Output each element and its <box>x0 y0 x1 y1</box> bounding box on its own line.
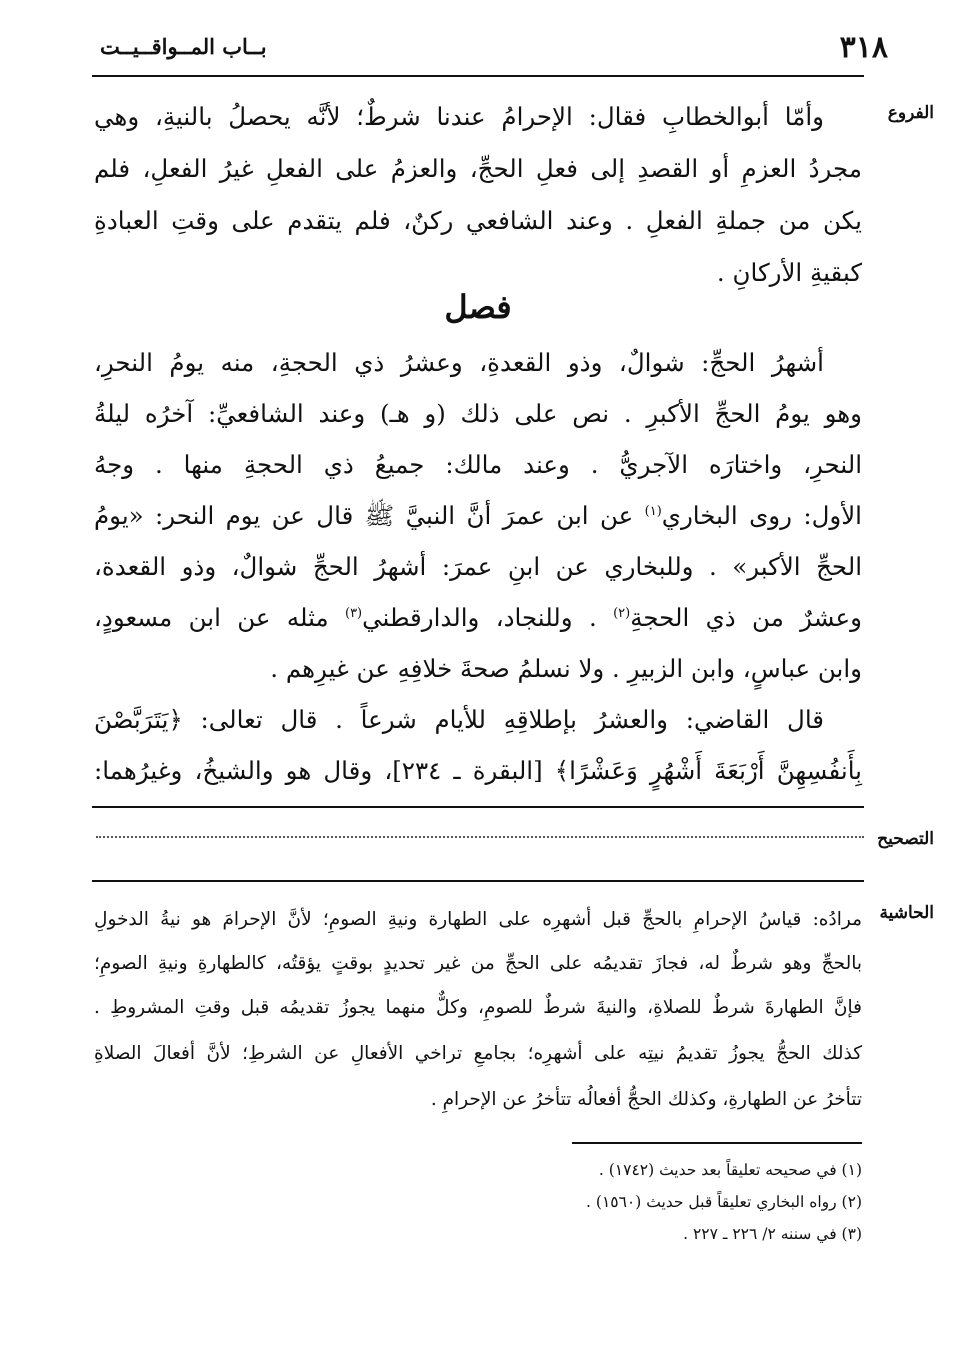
main-text-line: يكن من جملةِ الفعلِ . وعند الشافعي ركنٌ، فلم يتقدم على وقتِ العبادةِ <box>94 206 862 235</box>
main-text-line: وابن عباسٍ، وابن الزبيرِ . ولا نسلمُ صحةَ خلافِهِ عن غيرِهم . <box>270 654 862 683</box>
page-number: ٣١٨ <box>839 30 888 65</box>
main-text-end-rule <box>92 806 864 808</box>
main-text-segment: عن ابن عمرَ أنَّ النبيَّ ﷺ قال عن يوم النحر: «يومُ <box>94 501 645 530</box>
margin-label-tashih: التصحيح <box>877 829 934 849</box>
main-text-line: وهو يومُ الحجِّ الأكبرِ . نص على ذلك (و هـ) وعند الشافعيِّ: آخرُه ليلةُ <box>94 399 862 428</box>
footnote-2: (٢) رواه البخاري تعليقاً قبل حديث (١٥٦٠) . <box>586 1193 862 1211</box>
section-heading: فصل <box>444 288 512 326</box>
main-text-line <box>94 489 862 543</box>
hashiya-line: كذلك الحجُّ يجوزُ تقديمُ نيتِه على أشهرِه؛ بجامعِ تراخي الأفعالِ عن الشرطِ؛ لأنَّ أفعالَ الصلاةِ <box>94 1043 862 1064</box>
tashih-dotted-line <box>96 836 864 838</box>
header-rule <box>92 75 864 77</box>
footnote-ref-1[interactable]: (١) <box>644 503 662 519</box>
footnote-ref-2[interactable]: (٢) <box>613 605 631 621</box>
footnote-rule <box>572 1142 862 1144</box>
hashiya-top-rule <box>92 880 864 882</box>
margin-label-furu: الفروع <box>887 103 934 123</box>
footnote-3: (٣) في سننه ٢/ ٢٢٦ ـ ٢٢٧ . <box>683 1225 862 1243</box>
main-text-line: مجردُ العزمِ أو القصدِ إلى فعلِ الحجِّ، والعزمُ على الفعلِ غيرُ الفعلِ، فلم <box>94 154 862 183</box>
footnote-1: (١) في صحيحه تعليقاً بعد حديث (١٧٤٢) . <box>598 1161 862 1179</box>
main-text-segment: . وللنجاد، والدارقطني <box>362 603 614 632</box>
main-text-line: وأمّا أبوالخطابِ فقال: الإحرامُ عندنا شرطٌ؛ لأنَّه يحصلُ بالنيةِ، وهي <box>94 102 824 131</box>
margin-label-hashiya: الحاشية <box>879 903 934 923</box>
running-title: بــاب المــواقــيــت <box>100 34 267 59</box>
main-text-line: بِأَنفُسِهِنَّ أَرْبَعَةَ أَشْهُرٍ وَعَشْرًا﴾ [البقرة ـ ٢٣٤]، وقال هو والشيخُ، وغيرُهما: <box>94 756 862 785</box>
main-text-line: النحرِ، واختارَه الآجريُّ . وعند مالك: جميعُ ذي الحجةِ منها . وجهُ <box>94 450 862 479</box>
main-text-line: الحجِّ الأكبر» . وللبخاري عن ابنِ عمرَ: أشهرُ الحجِّ شوالٌ، وذو القعدة، <box>94 552 862 581</box>
main-text-segment: وعشرٌ من ذي الحجةِ <box>630 603 863 632</box>
main-text-segment: الأول: روى البخاري <box>661 501 862 530</box>
main-text-line: كبقيةِ الأركانِ . <box>716 258 862 287</box>
main-text-line <box>94 591 862 645</box>
hashiya-line: مرادُه: قياسُ الإحرامِ بالحجِّ قبل أشهرِه على الطهارة ونيةِ الصومِ؛ لأنَّ الإحرامَ هو نيةُ الدخولِ <box>94 909 862 930</box>
main-text-line: قال القاضي: والعشرُ بإطلاقِهِ للأيام شرعاً . قال تعالى: ﴿يَتَرَبَّصْنَ <box>94 705 824 734</box>
hashiya-line: بالحجِّ وهو شرطٌ له، فجازَ تقديمُه على الحجِّ من غير تحديدٍ بوقتٍ يؤقتُه، كالطهارةِ ونيةِ الصومِ؛ <box>94 953 862 974</box>
hashiya-line: فإنَّ الطهارةَ شرطٌ للصلاةِ، والنيةَ شرطٌ للصومِ، وكلٌّ منهما يجوزُ تقديمُه قبل وقتِ المشروطِ . <box>94 997 862 1018</box>
main-text-segment: مثله عن ابن مسعودٍ، <box>94 603 345 632</box>
footnote-ref-3[interactable]: (٣) <box>344 605 363 621</box>
hashiya-line: تتأخرُ عن الطهارةِ، وكذلك الحجُّ أفعالُه تتأخرُ عن الإحرامِ . <box>430 1089 862 1110</box>
main-text-line: أشهرُ الحجِّ: شوالٌ، وذو القعدةِ، وعشرُ ذي الحجةِ، منه يومُ النحرِ، <box>94 348 824 377</box>
